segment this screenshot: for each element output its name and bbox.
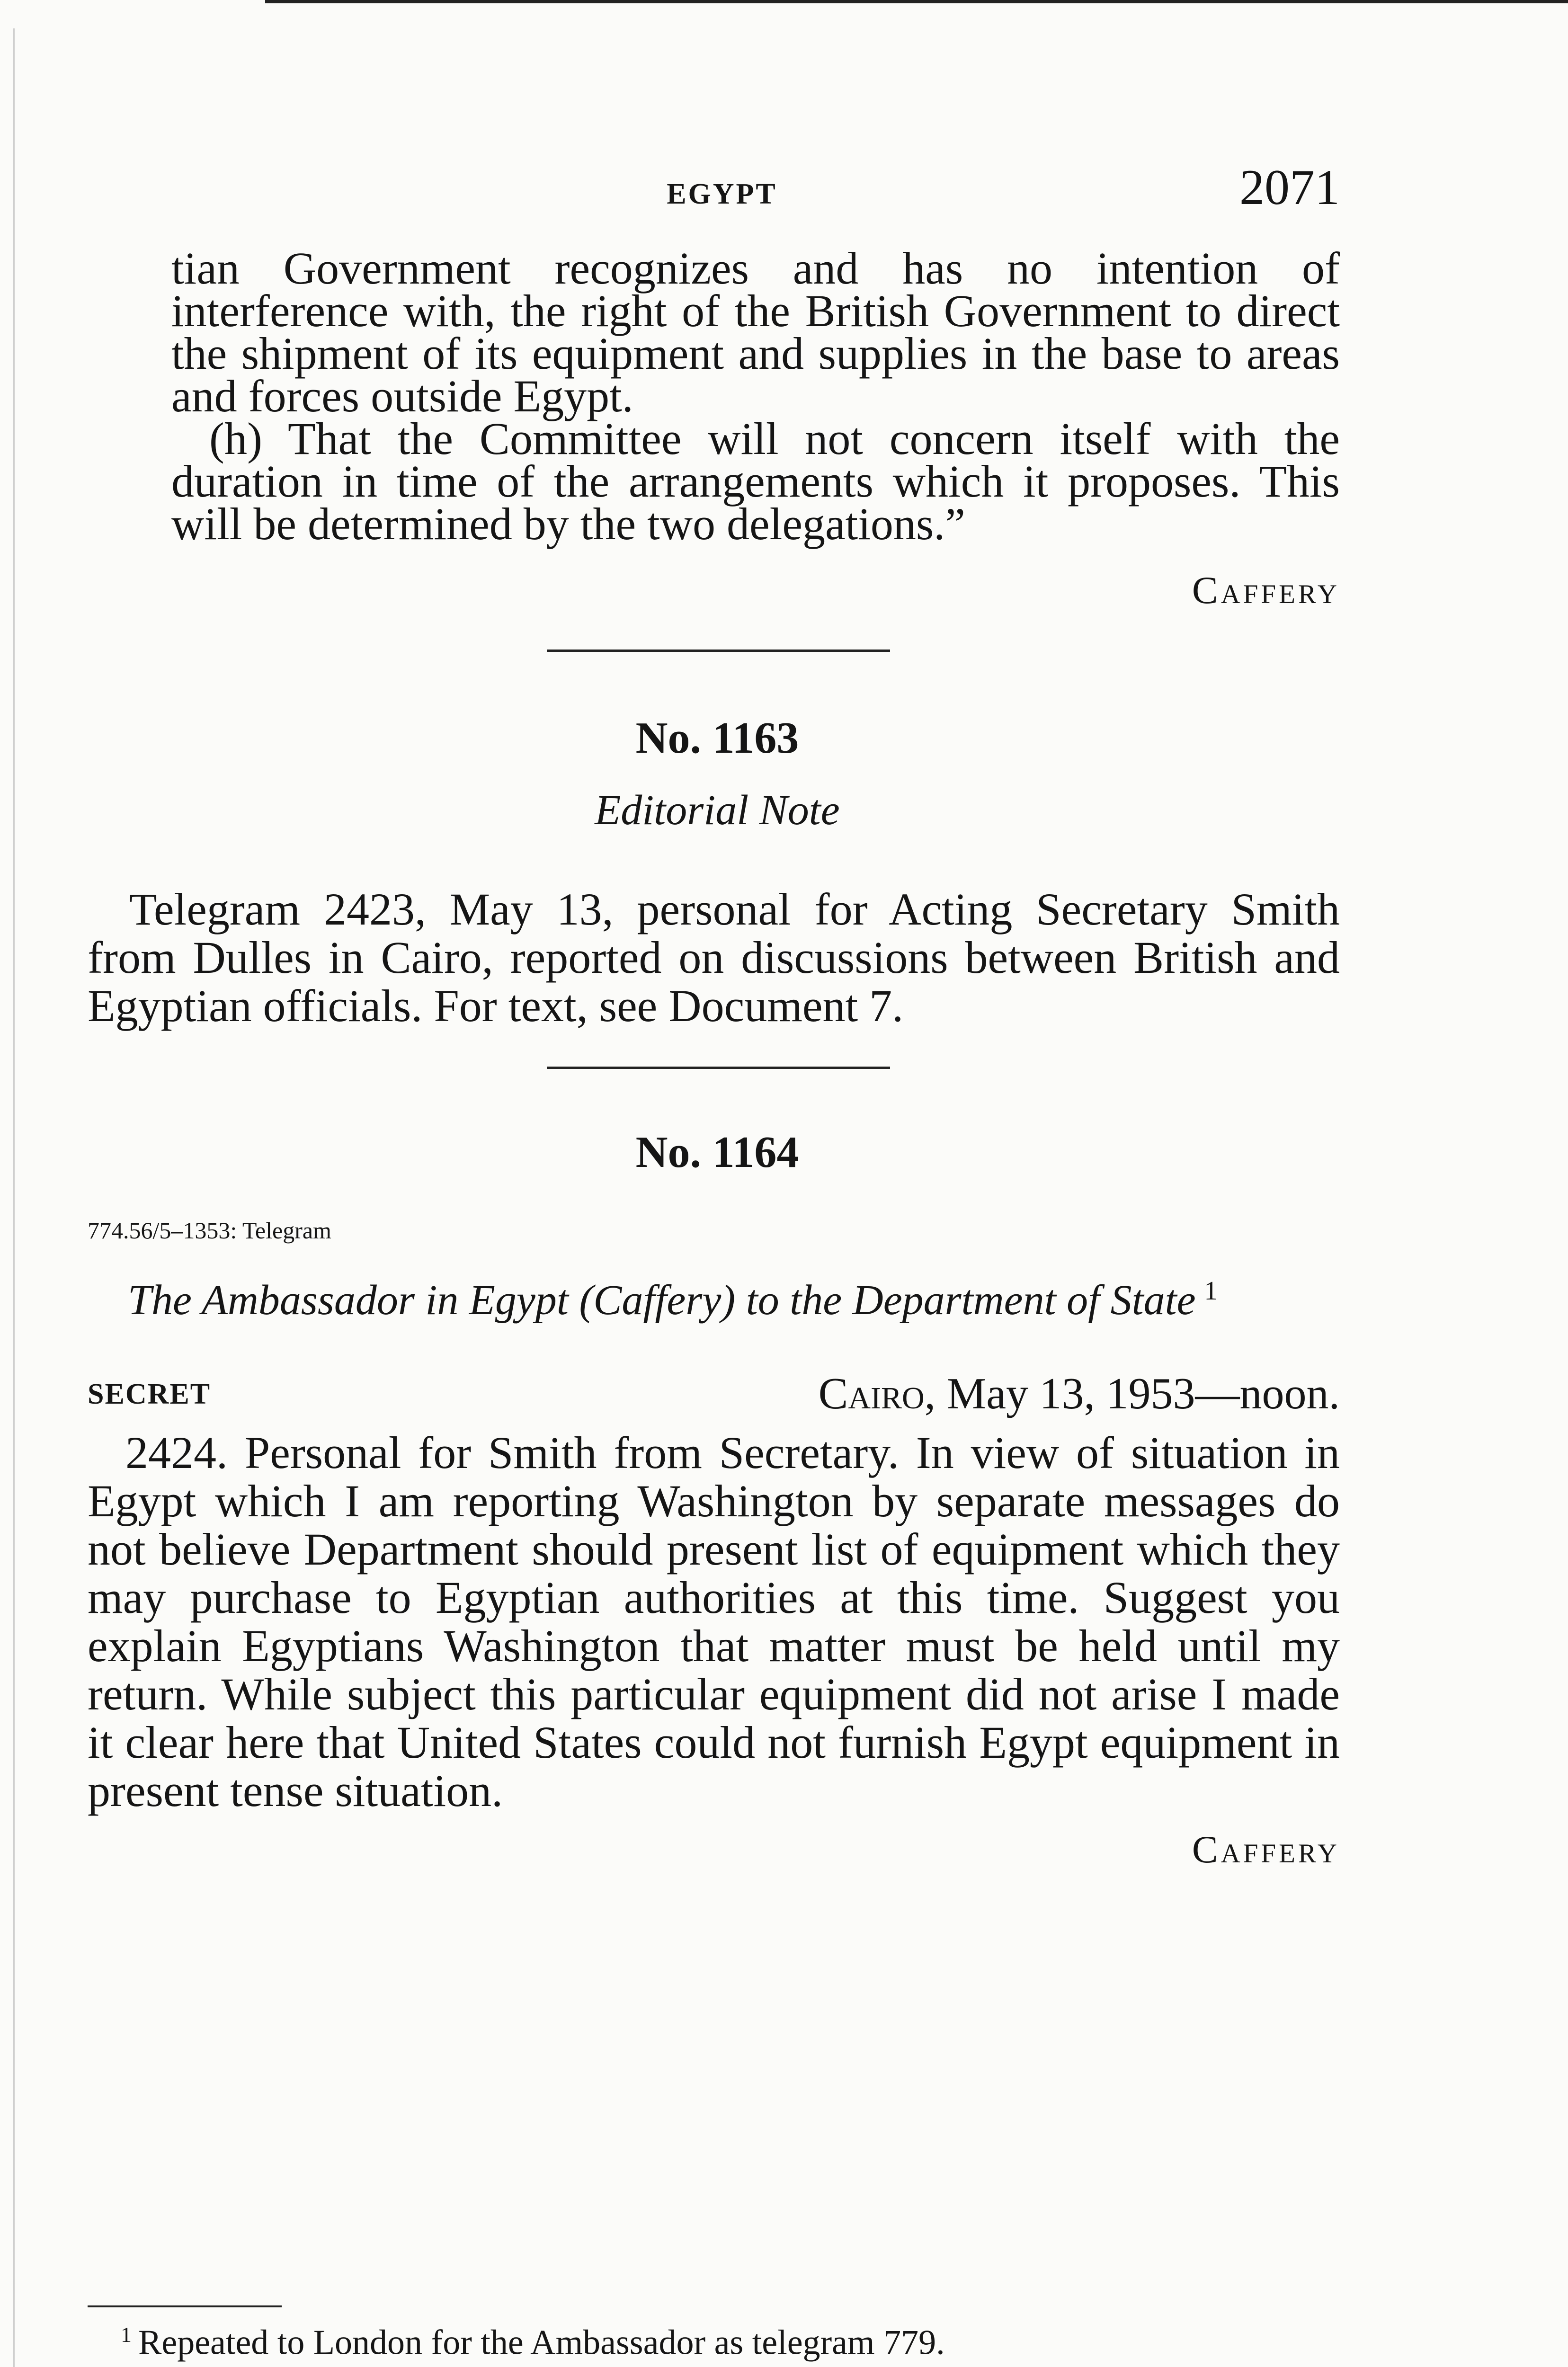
document-heading — [128, 1276, 1340, 1325]
signature-caffery-2: Caffery — [1192, 1828, 1340, 1871]
section-divider — [547, 650, 890, 652]
telegram-body — [88, 1429, 1340, 1815]
continued-paragraph-h: (h) That the Committee will not concern itself with the duration in time of the arrangements which it proposes. This will be determined by the two delegations.” — [171, 413, 1340, 549]
footnote-divider — [88, 2305, 282, 2307]
editorial-note-text: Telegram 2423, May 13, personal for Acting Secretary Smith from Dulles in Cairo, reported on discussions between British and Egyptian officials. For text, see Document 7. — [88, 884, 1340, 1031]
editorial-note — [88, 885, 1340, 1030]
footnote-marker: 1 — [121, 2323, 132, 2347]
page-edge — [13, 28, 15, 2367]
signature-caffery-1: Caffery — [1192, 569, 1340, 612]
footnote-reference: 1 — [1204, 1276, 1218, 1306]
running-head: EGYPT — [667, 178, 777, 210]
dateline-place: Cairo, — [818, 1369, 936, 1418]
footnote-text: Repeated to London for the Ambassador as telegram 779. — [138, 2323, 945, 2362]
telegram-text: 2424. Personal for Smith from Secretary. In view of situation in Egypt which I am reporting Washington by separate messages do not believe Department should present list of equipment which they may purchase to Egyptian authorities at this time. Suggest you explain Egyptians Washington that matter must be held until my return. While subject this particular equipment did not arise I made it clear here that United States could not furnish Egypt equipment in present tense situation. — [88, 1427, 1340, 1816]
dateline-date: May 13, 1953—noon. — [946, 1369, 1340, 1418]
page-number: 2071 — [1239, 160, 1340, 215]
section-divider — [547, 1067, 890, 1069]
file-reference: 774.56/5–1353: Telegram — [88, 1217, 331, 1244]
document-heading-text: The Ambassador in Egypt (Caffery) to the Department of State — [128, 1277, 1196, 1324]
footnote — [121, 2322, 1304, 2363]
document-number-1163: No. 1163 — [635, 713, 799, 763]
classification-label: SECRET — [88, 1378, 211, 1410]
continued-text — [171, 243, 1340, 549]
editorial-note-title: Editorial Note — [595, 787, 840, 834]
dateline — [710, 1368, 1340, 1419]
top-border-rule — [265, 0, 1568, 3]
continued-paragraph: tian Government recognizes and has no intention of interference with, the right of the British Government to direct the shipment of its equipment and supplies in the base to areas and forces outside Egypt. — [171, 243, 1340, 421]
document-number-1164: No. 1164 — [635, 1128, 799, 1177]
